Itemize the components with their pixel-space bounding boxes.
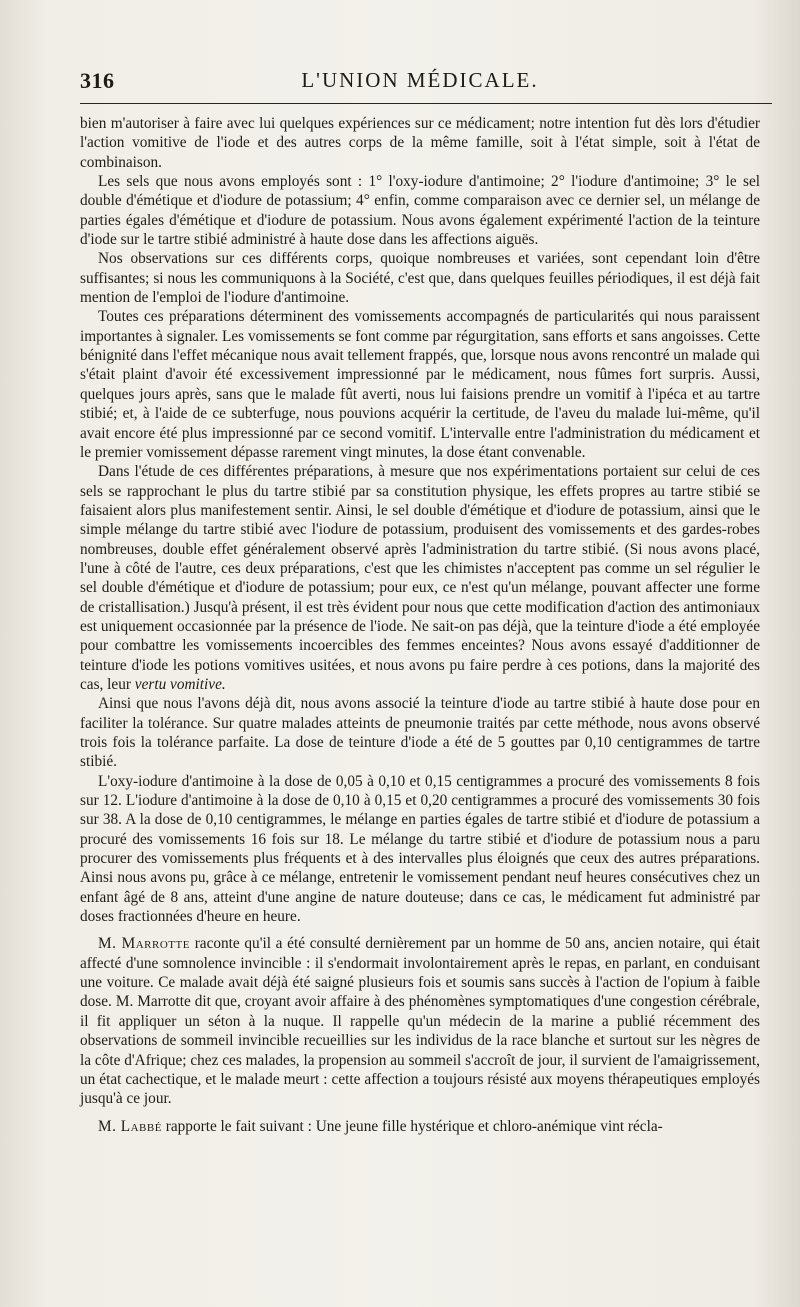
speaker-name: M. Labbé (98, 1117, 162, 1135)
paragraph-text: raconte qu'il a été consulté dernièrement par un homme de 50 ans, ancien notaire, qui était affecté d'une somnolence invincible : il s'endormait involontairement après le repas, en parlant, en conduisant une voiture. Ce malade avait déjà été saigné plusieurs fois et soumis sans succès à l'action de l'opium à faible dose. M. Marrotte dit que, croyant avoir affaire à des phénomènes symptomatiques d'une congestion cérébrale, il fit appliquer un séton à la nuque. Il rappelle qu'un médecin de la marine a publié récemment des observations de sommeil invincible recueillies sur les individus de la race blanche et surtout sur les nègres de la côte d'Afrique; chez ces malades, la propension au sommeil s'accroît de jour, il survient de l'amaigrissement, un état cachectique, et le malade meurt : cette affection a toujours résisté aux moyens thérapeutiques employés jusqu'à ce jour. (80, 935, 760, 1108)
paragraph: Les sels que nous avons employés sont : 1° l'oxy-iodure d'antimoine; 2° l'iodure d'antimoine; 3° le sel double d'émétique et d'iodure de potassium; 4° enfin, comme comparaison avec ce dernier sel, un mélange de parties égales d'émétique et d'iodure de potassium. Nous avons également expérimenté l'action de la teinture d'iode sur le tartre stibié administré à haute dose dans les affections aiguës. (80, 173, 760, 249)
page-number: 316 (80, 68, 115, 93)
paragraph-text: rapporte le fait suivant : Une jeune fille hystérique et chloro-anémique vint récla- (165, 1117, 663, 1135)
paragraph: Ainsi que nous l'avons déjà dit, nous avons associé la teinture d'iode au tartre stibié à haute dose pour en faciliter la tolérance. Sur quatre malades atteints de pneumonie traités par cette méthode, nous avons observé trois fois la tolérance parfaite. La dose de teinture d'iode a été de 5 gouttes par 0,10 centigrammes de tartre stibié. (80, 695, 760, 771)
italic-phrase: vertu vomitive. (134, 675, 226, 693)
journal-title: L'UNION MÉDICALE. (301, 68, 539, 92)
paragraph (80, 934, 760, 1108)
paragraph: L'oxy-iodure d'antimoine à la dose de 0,05 à 0,10 et 0,15 centigrammes a procuré des vomissements 8 fois sur 12. L'iodure d'antimoine à la dose de 0,10 à 0,15 et 0,20 centigrammes a procuré des vomissements 30 fois sur 38. A la dose de 0,10 centigrammes, le mélange en parties égales de tartre stibié et d'iodure de potassium a procuré des vomissements 16 fois sur 18. Le mélange du tartre stibié et d'iodure de potassium nous a paru procurer des vomissements plus fréquents et à des intervalles plus éloignés que ceux des autres préparations. Ainsi nous avons pu, grâce à ce mélange, entretenir le vomissement pendant neuf heures consécutives chez un enfant âgé de 8 ans, atteint d'une angine de nature douteuse; dans ce cas, le médicament fut administré par doses fractionnées d'heure en heure. (80, 772, 760, 926)
article-body (80, 114, 760, 1136)
speaker-name: M. Marrotte (98, 935, 190, 953)
paragraph (80, 462, 760, 694)
section-gap (80, 1109, 760, 1117)
paragraph-text: Dans l'étude de ces différentes préparations, à mesure que nos expérimentations portaient sur celui de ces sels se rapprochant le plus du tartre stibié par sa constitution physique, les effets propres au tartre stibié se faisaient alors plus manifestement sentir. Ainsi, le sel double d'émétique et d'iodure de potassium, ainsi que le simple mélange du tartre stibié avec l'iodure de potassium, produisent des vomissements et des gardes-robes nombreuses, double effet généralement observé après l'administration du tartre stibié. (Si nous avons placé, l'une à côté de l'autre, ces deux préparations, c'est que les chimistes n'acceptent pas comme un sel régulier le sel double d'émétique et d'iodure de potassium; pour eux, ce n'est qu'un mélange, pouvant affecter une forme de cristallisation.) Jusqu'à présent, il est très évident pour nous que cette modification d'action des antimoniaux est uniquement occasionnée par la présence de l'iode. Ne sait-on pas déjà, que la teinture d'iode a été employée pour combattre les vomissements incoercibles des femmes enceintes? Nous avons essayé d'additionner de teinture d'iode les potions vomitives usitées, et nous avons pu faire perdre à ces potions, dans la majorité des cas, leur (80, 463, 760, 693)
section-gap (80, 926, 760, 934)
paragraph (80, 1117, 760, 1136)
paragraph: Toutes ces préparations déterminent des vomissements accompagnés de particularités qui nous paraissent importantes à signaler. Les vomissements se font comme par régurgitation, sans efforts et sans angoisses. Cette bénignité dans l'effet mécanique nous avait tellement frappés, que, lorsque nous avons rencontré un malade qui s'était plaint d'avoir été excessivement impressionné par le médicament, nous fûmes fort surpris. Aussi, quelques jours après, sans que le malade fût averti, nous lui faisions prendre un vomitif à l'ipéca et au tartre stibié; et, à l'aide de ce subterfuge, nous pouvions acquérir la certitude, de l'aveu du malade lui-même, qu'il avait encore été plus impressionné par ce second vomitif. L'intervalle entre l'administration du médicament et le premier vomissement dépasse rarement vingt minutes, la dose étant convenable. (80, 308, 760, 461)
header-rule (80, 103, 772, 104)
paragraph: bien m'autoriser à faire avec lui quelques expériences sur ce médicament; notre intention fut dès lors d'étudier l'action vomitive de l'iode et des autres corps de la même famille, soit à l'état simple, soit à l'état de combinaison. (80, 115, 760, 171)
paragraph: Nos observations sur ces différents corps, quoique nombreuses et variées, sont cependant loin d'être suffisantes; si nous les communiquons à la Société, c'est que, dans quelques feuilles périodiques, il est déjà fait mention de l'emploi de l'iodure d'antimoine. (80, 250, 760, 307)
page-header (80, 68, 760, 96)
